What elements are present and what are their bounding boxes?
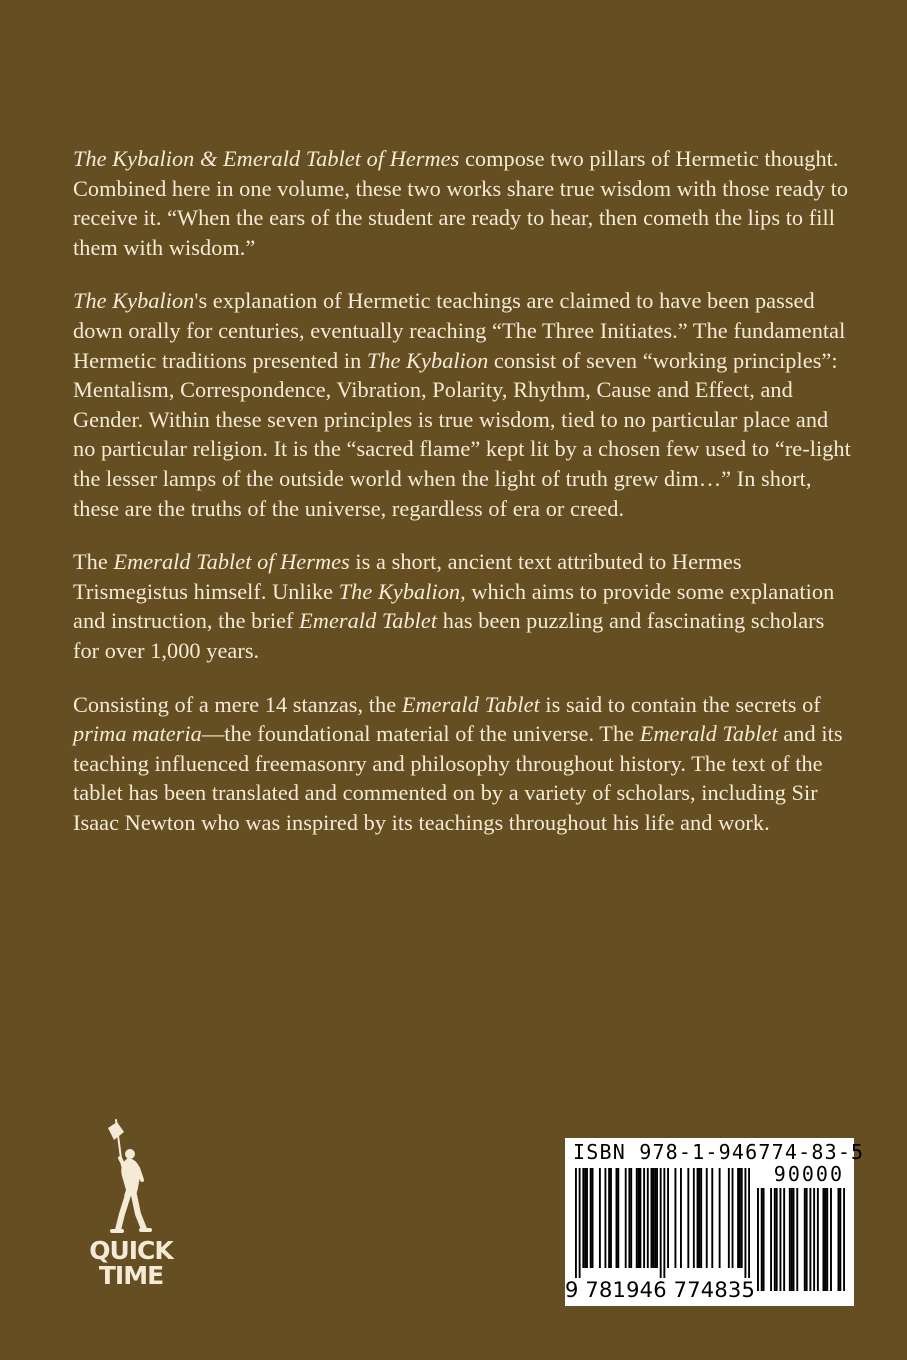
barcode-bar [599,1168,601,1268]
addon-bar [823,1188,825,1291]
barcode-bar [741,1168,743,1268]
barcode-bar [711,1168,713,1268]
barcode-bar [700,1168,702,1268]
barcode-bar [744,1168,746,1278]
blurb-paragraph-1: The Kybalion & Emerald Tablet of Hermes compose two pillars of Hermetic thought. Combined here in one volume, these two works share true wisdom with those ready to receive it. “When the ears of the student are ready to hear, then cometh the lips to fill them with wisdom.” [73,146,849,260]
addon-bar [757,1188,759,1291]
addon-bar [789,1188,791,1291]
barcode-bar [582,1168,584,1268]
isbn-barcode [565,1138,865,1306]
barcode-bar [638,1168,640,1268]
addon-bar [774,1188,776,1291]
addon-bar [809,1188,811,1291]
barcode-bar [706,1168,708,1268]
barcode-bar [719,1168,721,1268]
publisher-name-line-2: TIME [98,1261,164,1290]
barcode-bar [643,1168,645,1268]
barcode-bar [660,1168,662,1278]
barcode-bar [693,1168,695,1268]
barcode-bar [652,1168,654,1268]
barcode-bar [647,1168,649,1268]
blurb-paragraph-2: The Kybalion's explanation of Hermetic teachings are claimed to have been passed down orally for centuries, eventually reaching “The Three Initiates.” The fundamental Hermetic traditions presented in The Kybalion consist of seven “working principles”: Mentalism, Correspondence, Vibration, Polarity, Rhythm, Cause and Effect, and Gender. Within these seven principles is true wisdom, tied to no particular place and no particular religion. It is the “sacred flame” kept lit by a chosen few used to “re-light the lesser lamps of the outside world when the light of truth grew dim…” In short, these are the truths of the universe, regardless of era or creed. [73,288,851,521]
barcode-bar [674,1168,676,1268]
barcode-bar [608,1168,610,1268]
addon-bar [761,1188,763,1291]
addon-barcode-bars [757,1188,845,1291]
barcode-bar [592,1168,594,1268]
barcode-bar [680,1168,682,1268]
addon-bar [779,1188,781,1291]
ean-digits: 9 781946 774835 [565,1278,756,1302]
barcode-bar [748,1168,750,1278]
addon-bar [793,1188,795,1291]
barcode-bar [739,1168,741,1268]
addon-bar [824,1188,826,1291]
ean-barcode-bars [575,1168,750,1278]
barcode-bar [616,1168,618,1268]
addon-bar [770,1188,772,1291]
barcode-bar [610,1168,612,1268]
isbn-label: ISBN 978-1-946774-83-5 [573,1140,865,1164]
barcode-bar [698,1168,700,1268]
barcode-bar [651,1168,653,1268]
barcode-bar [654,1168,656,1268]
barcode-bar [697,1168,699,1268]
publisher-name-line-1: QUICK [89,1236,173,1265]
addon-bar [817,1188,819,1291]
price-code: 90000 [773,1162,844,1186]
addon-bar [830,1188,832,1291]
barcode-bar [728,1168,730,1268]
addon-bar [776,1188,778,1291]
addon-bar [791,1188,793,1291]
barcode-bar [628,1168,630,1268]
barcode-bar [636,1168,638,1268]
barcode-bar [732,1168,734,1268]
addon-bar [826,1188,828,1291]
blurb-paragraph-4: Consisting of a mere 14 stanzas, the Emerald Tablet is said to contain the secrets of prima materia—the foundational material of the universe. The Emerald Tablet and its teaching influenced freemasonry and philosophy throughout history. The text of the tablet has been translated and commented on by a variety of scholars, including Sir Isaac Newton who was inspired by its teachings throughout his life and work. [73,691,843,835]
barcode-bar [656,1168,658,1268]
addon-bar [763,1188,765,1291]
barcode-bar [667,1168,669,1268]
addon-bar [796,1188,798,1291]
barcode-bar [630,1168,632,1268]
back-cover-blurb [73,144,853,861]
barcode-bar [584,1168,586,1268]
barcode-bar [590,1168,592,1268]
barcode-bar [663,1168,665,1278]
walking-man-flag-icon [88,1118,174,1238]
blurb-paragraph-3: The Emerald Tablet of Hermes is a short, ancient text attributed to Hermes Trismegistus himself. Unlike The Kybalion, which aims to provide some explanation and instruction, the brief Emerald Tablet has been puzzling and fascinating scholars for over 1,000 years. [73,549,835,663]
book-title: The Kybalion & Emerald Tablet of Hermes [73,146,460,171]
addon-bar [783,1188,785,1291]
addon-bar [804,1188,806,1291]
addon-bar [813,1188,815,1291]
addon-bar [806,1188,808,1291]
addon-bar [838,1188,840,1291]
publisher-logo [88,1118,174,1303]
barcode-bar [575,1168,577,1278]
addon-bar [843,1188,845,1291]
barcode-bar [579,1168,581,1278]
barcode-bar [617,1168,619,1268]
barcode-bar [639,1168,641,1268]
barcode-bar [625,1168,627,1268]
barcode-bar [604,1168,606,1268]
addon-bar [839,1188,841,1291]
barcode-bar [586,1168,588,1268]
barcode-bar [737,1168,739,1268]
barcode-bar [687,1168,689,1268]
